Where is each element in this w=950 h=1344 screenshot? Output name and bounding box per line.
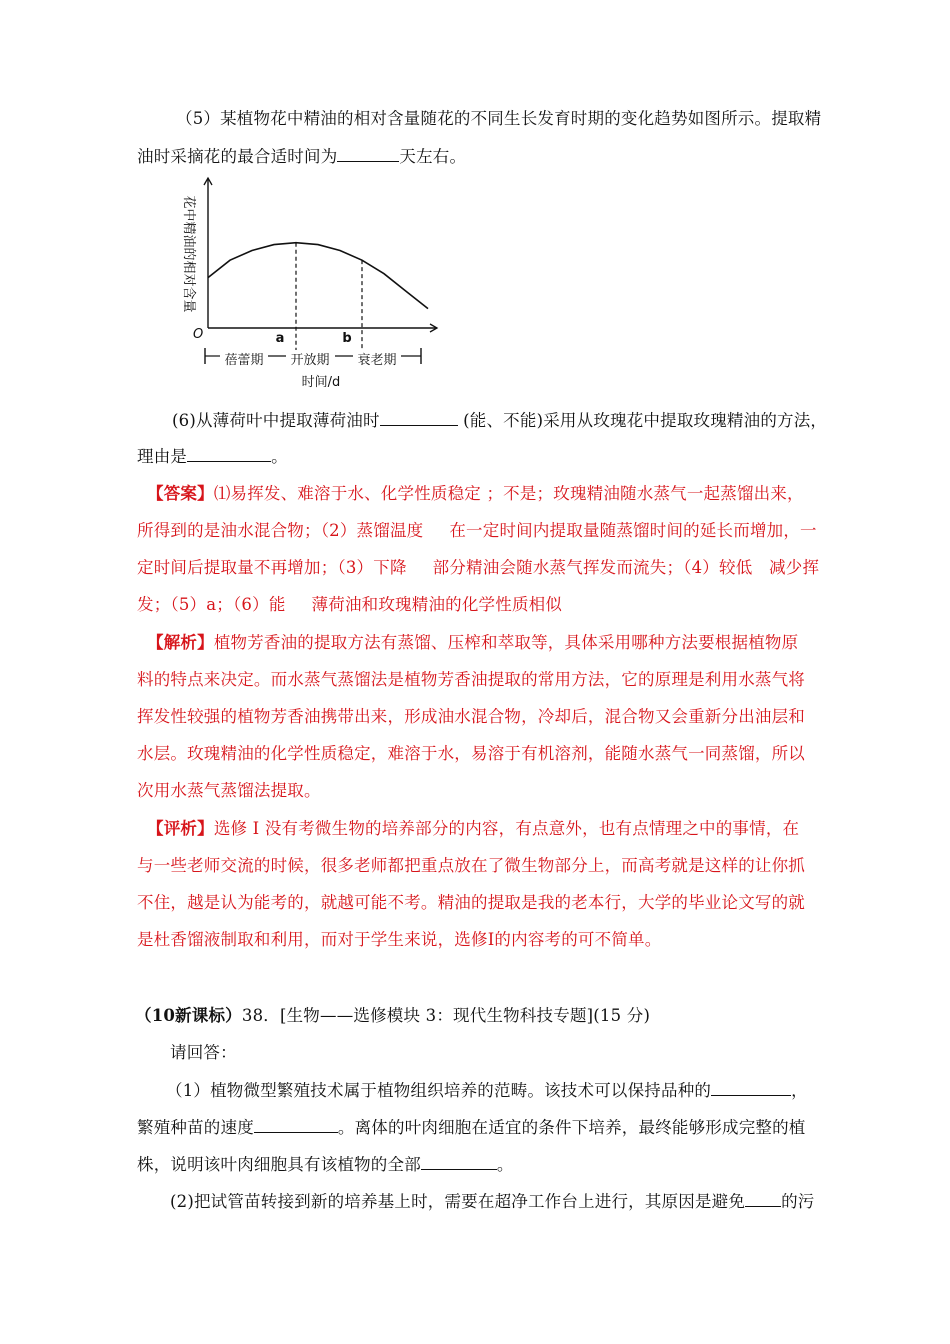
q6-text-b: (能、不能)采用从玫瑰花中提取玫瑰精油的方法，	[463, 411, 828, 430]
q38-text: 繁殖种苗的速度	[137, 1118, 254, 1137]
q6-text-a: (6)从薄荷叶中提取薄荷油时	[172, 411, 380, 430]
q38-text: 。	[496, 1155, 514, 1174]
q38-prompt	[170, 1042, 850, 1064]
chart-curve-layer	[205, 243, 428, 364]
q38-heading	[135, 1005, 815, 1027]
comment-label: 【评析】	[147, 819, 214, 838]
q5-text-b: 天左右。	[399, 147, 467, 166]
q6-line-2	[137, 446, 817, 468]
q38-text: ，	[791, 1081, 808, 1100]
answer-line-1	[147, 483, 827, 505]
answer-blank[interactable]	[254, 1118, 338, 1133]
answer-text: 所得到的是油水混合物；（2）蒸馏温度	[137, 521, 424, 540]
y-axis-label: 花中精油的相对含量	[181, 195, 196, 313]
q5-text: （5）某植物花中精油的相对含量随花的不同生长发育时期的变化趋势如图所示。提取精	[176, 109, 822, 128]
chart-axes	[204, 178, 437, 332]
q38-text: （1）植物微型繁殖技术属于植物组织培养的范畴。该技术可以保持品种的	[166, 1081, 712, 1100]
answer-text: 部分精油会随水蒸气挥发而流失；（4）较低 减少挥	[432, 558, 820, 577]
analysis-text: 水层。玫瑰精油的化学性质稳定，难溶于水，易溶于有机溶剂，能随水蒸气一同蒸馏，所以	[137, 744, 805, 763]
q38-p1-line-2	[137, 1117, 817, 1139]
q6-line-1	[172, 410, 852, 432]
comment-text: 是杜香馏液制取和利用，而对于学生来说，选修Ⅰ的内容考的可不简单。	[137, 930, 662, 949]
q38-source: （10新课标）	[135, 1006, 242, 1025]
essential-oil-chart	[175, 172, 445, 392]
analysis-text: 料的特点来决定。而水蒸气蒸馏法是植物芳香油提取的常用方法，它的原理是利用水蒸气将	[137, 670, 805, 689]
comment-line-2	[137, 855, 817, 877]
comment-text: 与一些老师交流的时候，很多老师都把重点放在了微生物部分上，而高考就是这样的让你抓	[137, 856, 805, 875]
answer-label: 【答案】	[147, 484, 214, 503]
q38-p1-line-3	[137, 1154, 817, 1176]
answer-text: ⑴易挥发、难溶于水、化学性质稳定 ；不是；玫瑰精油随水蒸气一起蒸馏出来，	[213, 484, 804, 503]
x-axis-label: 时间/d	[301, 375, 341, 390]
answer-blank[interactable]	[711, 1081, 791, 1096]
analysis-text: 挥发性较强的植物芳香油携带出来，形成油水混合物，冷却后，混合物又会重新分出油层和	[137, 707, 805, 726]
comment-text: 选修 Ⅰ 没有考微生物的培养部分的内容，有点意外，也有点情理之中的事情，在	[213, 819, 800, 838]
answer-blank[interactable]	[745, 1192, 781, 1207]
period-label-bloom: 开放期	[290, 353, 330, 368]
q38-text: 的污	[781, 1192, 815, 1211]
answer-text: 发；（5）a；（6）能	[137, 595, 286, 614]
q6-text-a: 理由是	[137, 447, 188, 466]
answer-blank[interactable]	[421, 1155, 497, 1170]
q5-line-2	[137, 146, 817, 168]
q38-prompt-text: 请回答：	[170, 1043, 237, 1062]
answer-blank[interactable]	[337, 147, 399, 162]
q38-title: 38．[生物——选修模块 3：现代生物科技专题](15 分)	[241, 1006, 651, 1025]
analysis-line-5	[137, 780, 817, 802]
answer-text: 在一定时间内提取量随蒸馏时间的延长而增加，一	[449, 521, 817, 540]
answer-line-2	[137, 520, 817, 542]
analysis-line-3	[137, 706, 817, 728]
answer-line-3	[137, 557, 820, 579]
answer-text: 定时间后提取量不再增加；（3）下降	[137, 558, 407, 577]
comment-line-3	[137, 892, 817, 914]
comment-line-1	[147, 818, 827, 840]
analysis-line-1	[147, 632, 827, 654]
analysis-line-4	[137, 743, 817, 765]
answer-text: 薄荷油和玫瑰精油的化学性质相似	[311, 595, 563, 614]
period-label-bud: 蓓蕾期	[224, 353, 264, 368]
q38-text: 。离体的叶肉细胞在适宜的条件下培养，最终能够形成完整的植	[337, 1118, 806, 1137]
q38-p2-line-1	[170, 1191, 850, 1213]
answer-line-4	[137, 594, 817, 616]
q38-p1-line-1	[166, 1080, 846, 1102]
x-tick-label-a: a	[275, 331, 285, 346]
answer-blank[interactable]	[187, 447, 271, 462]
oil-content-curve	[208, 243, 428, 309]
period-label-aging: 衰老期	[357, 353, 397, 368]
q38-text: 株，说明该叶肉细胞具有该植物的全部	[137, 1155, 421, 1174]
comment-text: 不住，越是认为能考的，就越可能不考。精油的提取是我的老本行，大学的毕业论文写的就	[137, 893, 805, 912]
analysis-text: 植物芳香油的提取方法有蒸馏、压榨和萃取等，具体采用哪种方法要根据植物原	[213, 633, 799, 652]
q6-text-b: 。	[271, 447, 288, 466]
origin-label: O	[193, 327, 204, 342]
x-tick-label-b: b	[342, 331, 352, 346]
q5-text-a: 油时采摘花的最合适时间为	[137, 147, 338, 166]
analysis-text: 次用水蒸气蒸馏法提取。	[137, 781, 321, 800]
comment-line-4	[137, 929, 817, 951]
analysis-label: 【解析】	[147, 633, 214, 652]
q38-text: (2)把试管苗转接到新的培养基上时，需要在超净工作台上进行，其原因是避免	[170, 1192, 746, 1211]
analysis-line-2	[137, 669, 817, 691]
answer-blank[interactable]	[380, 411, 458, 426]
q5-line-1	[176, 108, 856, 130]
